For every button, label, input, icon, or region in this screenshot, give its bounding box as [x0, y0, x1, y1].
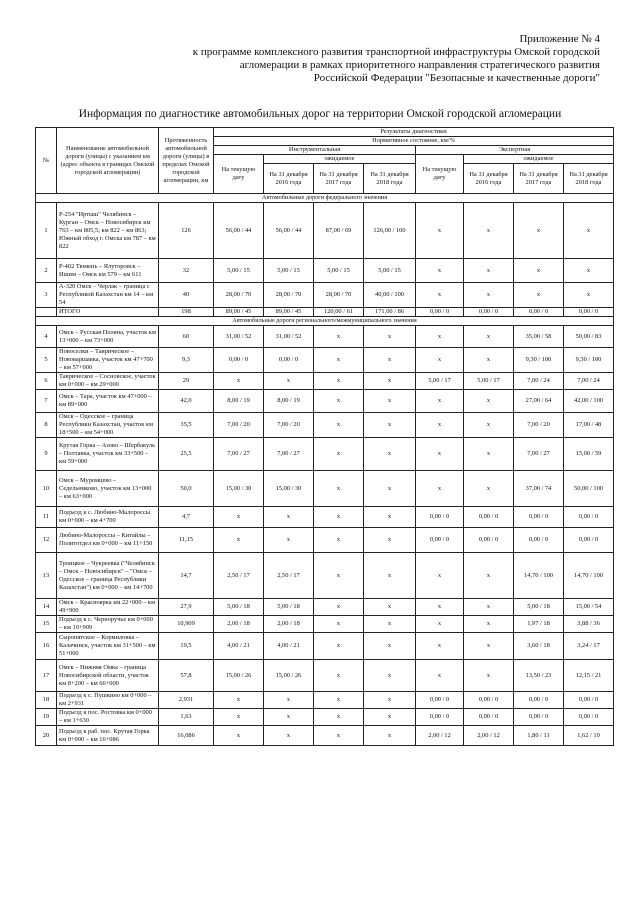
road-length: 2,931 — [159, 692, 214, 709]
value-cell: x — [314, 633, 364, 660]
road-name: Омск – Тара, участок км 47+000 – км 89+000 — [57, 390, 159, 413]
value-cell: 0,00 / 0 — [514, 308, 564, 317]
value-cell: 14,70 / 100 — [514, 553, 564, 599]
value-cell: 7,00 / 27 — [214, 438, 264, 471]
row-number: 2 — [36, 259, 57, 283]
value-cell: 0,00 / 0 — [464, 709, 514, 726]
road-name: Сыропятское – Кормиловка – Калачинск, участок км 31+500 – км 51+000 — [57, 633, 159, 660]
value-cell: 0,00 / 0 — [514, 709, 564, 726]
value-cell: x — [264, 373, 314, 390]
appendix-header — [120, 33, 600, 85]
value-cell: x — [464, 413, 514, 438]
value-cell: x — [464, 283, 514, 308]
value-cell: 31,00 / 52 — [214, 326, 264, 348]
header-instr-expected: ожидаемое — [264, 155, 416, 164]
value-cell: 0,00 / 0 — [416, 308, 464, 317]
value-cell: x — [416, 348, 464, 373]
diagnostics-table — [35, 127, 614, 746]
value-cell: 7,00 / 24 — [564, 373, 614, 390]
header-expert: Экспертная — [416, 146, 614, 155]
road-length: 50,0 — [159, 471, 214, 507]
road-name: ИТОГО — [57, 308, 159, 317]
value-cell: 56,00 / 44 — [214, 203, 264, 259]
header-exp-2016: На 31 декабря 2016 года — [464, 164, 514, 194]
road-length: 42,0 — [159, 390, 214, 413]
value-cell: x — [416, 326, 464, 348]
road-name: Р-254 "Иртыш" Челябинск – Курган – Омск – Новосибирск км 763 – км 805,5; км 822 – км 863; Южный обход г. Омска км 787 – км 822 — [57, 203, 159, 259]
table-row — [36, 553, 614, 599]
road-name: Омск – Муромцево – Седельниково, участок км 13+000 – км 63+000 — [57, 471, 159, 507]
road-name: Омск – Русская Поляна, участок км 13+000 – км 73+000 — [57, 326, 159, 348]
value-cell: x — [364, 390, 416, 413]
value-cell: x — [416, 471, 464, 507]
value-cell: 5,00 / 17 — [464, 373, 514, 390]
header-exp-current: На текущую дату — [416, 155, 464, 194]
value-cell: 120,00 / 61 — [314, 308, 364, 317]
road-length: 9,3 — [159, 348, 214, 373]
table-row — [36, 507, 614, 528]
value-cell: x — [564, 259, 614, 283]
value-cell: 0,00 / 0 — [416, 528, 464, 553]
value-cell: x — [214, 507, 264, 528]
value-cell: 0,00 / 0 — [564, 528, 614, 553]
value-cell: 8,00 / 19 — [214, 390, 264, 413]
row-number: 18 — [36, 692, 57, 709]
value-cell: 3,24 / 17 — [564, 633, 614, 660]
value-cell: 5,00 / 15 — [314, 259, 364, 283]
value-cell: x — [416, 283, 464, 308]
value-cell: 89,00 / 45 — [214, 308, 264, 317]
road-name: Омск – Нижняя Омка – граница Новосибирской области, участок км 8+200 – км 66+000 — [57, 660, 159, 692]
value-cell: 8,00 / 19 — [264, 390, 314, 413]
value-cell: x — [464, 348, 514, 373]
road-length: 11,15 — [159, 528, 214, 553]
value-cell: 7,00 / 27 — [514, 438, 564, 471]
value-cell: x — [214, 726, 264, 746]
value-cell: 0,00 / 0 — [564, 308, 614, 317]
value-cell: 1,62 / 10 — [564, 726, 614, 746]
value-cell: 3,88 / 36 — [564, 616, 614, 633]
row-number: 15 — [36, 616, 57, 633]
appendix-line: к программе комплексного развития транспортной инфраструктуры Омской городской — [192, 46, 600, 58]
value-cell: 7,00 / 20 — [514, 413, 564, 438]
header-normative: Нормативное состояние, км/% — [214, 137, 614, 146]
table-row — [36, 599, 614, 616]
value-cell: 4,00 / 21 — [264, 633, 314, 660]
row-number: 12 — [36, 528, 57, 553]
value-cell: x — [416, 633, 464, 660]
row-number: 13 — [36, 553, 57, 599]
value-cell: x — [314, 438, 364, 471]
value-cell: 31,00 / 52 — [264, 326, 314, 348]
value-cell: 42,00 / 100 — [564, 390, 614, 413]
value-cell: 15,00 / 30 — [214, 471, 264, 507]
value-cell: 28,00 / 70 — [214, 283, 264, 308]
table-body — [36, 194, 614, 746]
value-cell: x — [514, 203, 564, 259]
value-cell: 0,00 / 0 — [514, 692, 564, 709]
value-cell: 3,60 / 18 — [514, 633, 564, 660]
appendix-line: Приложение № 4 — [519, 33, 600, 45]
row-number: 7 — [36, 390, 57, 413]
value-cell: x — [514, 259, 564, 283]
value-cell: 5,00 / 15 — [214, 259, 264, 283]
road-length: 32 — [159, 259, 214, 283]
value-cell: x — [364, 599, 416, 616]
value-cell: x — [364, 660, 416, 692]
row-number: 6 — [36, 373, 57, 390]
header-instr-2016: На 31 декабря 2016 года — [264, 164, 314, 194]
value-cell: 50,00 / 83 — [564, 326, 614, 348]
value-cell: 50,00 / 100 — [564, 471, 614, 507]
value-cell: x — [464, 599, 514, 616]
value-cell: x — [464, 203, 514, 259]
table-row — [36, 348, 614, 373]
value-cell: x — [464, 553, 514, 599]
value-cell: 12,15 / 21 — [564, 660, 614, 692]
value-cell: x — [416, 259, 464, 283]
appendix-line: агломерации в рамках приоритетного направления стратегического развития — [239, 59, 600, 71]
value-cell: x — [564, 203, 614, 259]
row-number: 9 — [36, 438, 57, 471]
road-name: Троицкое – Чукреевка ("Челябинск – Омск – Новосибирск" – "Омск – Одесское – граница Республики Казахстан") км 0+000 – км 14+700 — [57, 553, 159, 599]
document-title: Информация по диагностике автомобильных дорог на территории Омской городской агломерации — [78, 108, 562, 120]
value-cell: 171,00 / 86 — [364, 308, 416, 317]
road-length: 35,5 — [159, 413, 214, 438]
section-title: Автомобильные дороги федерального значения — [36, 194, 614, 203]
value-cell: 0,00 / 0 — [416, 692, 464, 709]
header-exp-2017: На 31 декабря 2017 года — [514, 164, 564, 194]
value-cell: x — [364, 726, 416, 746]
road-length: 198 — [159, 308, 214, 317]
row-number: 8 — [36, 413, 57, 438]
value-cell: 5,00 / 15 — [364, 259, 416, 283]
value-cell: x — [264, 507, 314, 528]
value-cell: x — [416, 660, 464, 692]
value-cell: x — [514, 283, 564, 308]
value-cell: x — [364, 373, 416, 390]
value-cell: x — [314, 709, 364, 726]
road-length: 25,5 — [159, 438, 214, 471]
road-name: Подъезд к с. Любино-Малороссы км 0+000 – км 4+700 — [57, 507, 159, 528]
value-cell: 14,70 / 100 — [564, 553, 614, 599]
value-cell: 4,00 / 21 — [214, 633, 264, 660]
value-cell: 5,00 / 18 — [264, 599, 314, 616]
value-cell: x — [464, 616, 514, 633]
road-length: 10,909 — [159, 616, 214, 633]
value-cell: 0,00 / 0 — [564, 709, 614, 726]
value-cell: x — [464, 660, 514, 692]
row-number: 5 — [36, 348, 57, 373]
value-cell: 1,80 / 11 — [514, 726, 564, 746]
value-cell: 2,00 / 18 — [214, 616, 264, 633]
value-cell: x — [314, 553, 364, 599]
road-name: Омск – Красноярка км 22+000 – км 49+900 — [57, 599, 159, 616]
road-name: Новоселки – Таврическое – Нововаршавка, участок км 47+700 – км 57+000 — [57, 348, 159, 373]
table-row — [36, 616, 614, 633]
value-cell: x — [416, 390, 464, 413]
value-cell: 15,00 / 26 — [214, 660, 264, 692]
value-cell: 1,97 / 18 — [514, 616, 564, 633]
table-row — [36, 259, 614, 283]
table-row — [36, 308, 614, 317]
value-cell: 2,50 / 17 — [264, 553, 314, 599]
table-row — [36, 438, 614, 471]
value-cell: 5,00 / 18 — [214, 599, 264, 616]
header-exp-2018: На 31 декабря 2018 года — [564, 164, 614, 194]
table-row — [36, 633, 614, 660]
value-cell: 28,00 / 70 — [314, 283, 364, 308]
value-cell: x — [364, 528, 416, 553]
header-instr-current: На текущую дату — [214, 155, 264, 194]
value-cell: 9,30 / 100 — [564, 348, 614, 373]
road-length: 16,086 — [159, 726, 214, 746]
value-cell: x — [314, 599, 364, 616]
value-cell: x — [364, 471, 416, 507]
header-exp-expected: ожидаемое — [464, 155, 614, 164]
value-cell: 0,00 / 0 — [514, 528, 564, 553]
road-length: 27,9 — [159, 599, 214, 616]
value-cell: 9,30 / 100 — [514, 348, 564, 373]
value-cell: 0,00 / 0 — [464, 528, 514, 553]
value-cell: x — [364, 507, 416, 528]
row-number: 14 — [36, 599, 57, 616]
value-cell: 27,00 / 64 — [514, 390, 564, 413]
road-length: 57,8 — [159, 660, 214, 692]
value-cell: 5,00 / 18 — [514, 599, 564, 616]
value-cell: 5,00 / 15 — [264, 259, 314, 283]
row-number: 4 — [36, 326, 57, 348]
road-length: 4,7 — [159, 507, 214, 528]
road-name: Подъезд к с. Пушкино км 0+000 – км 2+931 — [57, 692, 159, 709]
value-cell: x — [464, 259, 514, 283]
row-number: 20 — [36, 726, 57, 746]
table-row — [36, 283, 614, 308]
value-cell: 2,50 / 17 — [214, 553, 264, 599]
value-cell: 0,00 / 0 — [514, 507, 564, 528]
value-cell: x — [314, 373, 364, 390]
value-cell: x — [214, 692, 264, 709]
value-cell: 37,00 / 74 — [514, 471, 564, 507]
value-cell: x — [314, 660, 364, 692]
section-row — [36, 317, 614, 326]
road-name: Любино-Малороссы – Китайлы – Политотдел км 0+000 – км 11+150 — [57, 528, 159, 553]
value-cell: x — [364, 348, 416, 373]
value-cell: 7,00 / 24 — [514, 373, 564, 390]
row-number — [36, 308, 57, 317]
road-length: 1,63 — [159, 709, 214, 726]
value-cell: x — [264, 692, 314, 709]
value-cell: 0,00 / 0 — [464, 692, 514, 709]
road-name: Крутая Горка – Азово – Шербакуль – Полтавка, участок км 33+500 – км 59+000 — [57, 438, 159, 471]
value-cell: x — [314, 528, 364, 553]
value-cell: 126,00 / 100 — [364, 203, 416, 259]
value-cell: x — [464, 326, 514, 348]
header-instrumental: Инструментальная — [214, 146, 416, 155]
road-name: А-320 Омск – Черлак – граница с Республикой Казахстан км 14 – км 54 — [57, 283, 159, 308]
value-cell: 15,00 / 30 — [264, 471, 314, 507]
value-cell: x — [464, 471, 514, 507]
value-cell: x — [364, 709, 416, 726]
value-cell: 0,00 / 0 — [564, 507, 614, 528]
value-cell: x — [314, 390, 364, 413]
road-length: 60 — [159, 326, 214, 348]
table-row — [36, 709, 614, 726]
value-cell: x — [416, 203, 464, 259]
road-name: Подъезд к раб. пос. Крутая Горка км 0+000 – км 16+086 — [57, 726, 159, 746]
value-cell: x — [214, 528, 264, 553]
table-row — [36, 390, 614, 413]
road-length: 19,5 — [159, 633, 214, 660]
value-cell: x — [264, 726, 314, 746]
value-cell: 2,00 / 12 — [416, 726, 464, 746]
row-number: 17 — [36, 660, 57, 692]
road-length: 40 — [159, 283, 214, 308]
header-instr-2018: На 31 декабря 2018 года — [364, 164, 416, 194]
value-cell: x — [416, 599, 464, 616]
value-cell: 35,00 / 58 — [514, 326, 564, 348]
value-cell: 17,00 / 48 — [564, 413, 614, 438]
value-cell: 5,00 / 17 — [416, 373, 464, 390]
header-length: Протяженность автомобильной дороги (улицы) в пределах Омской городской агломерации, км — [159, 128, 214, 194]
value-cell: 0,00 / 0 — [564, 692, 614, 709]
value-cell: x — [364, 326, 416, 348]
table-row — [36, 726, 614, 746]
header-instr-2017: На 31 декабря 2017 года — [314, 164, 364, 194]
value-cell: x — [364, 553, 416, 599]
value-cell: x — [416, 553, 464, 599]
road-name: Омск – Одесское – граница Республики Казахстан, участок км 18+500 – км 54+000 — [57, 413, 159, 438]
row-number: 16 — [36, 633, 57, 660]
value-cell: x — [264, 709, 314, 726]
table-row — [36, 660, 614, 692]
value-cell: 40,00 / 100 — [364, 283, 416, 308]
table-row — [36, 528, 614, 553]
value-cell: 0,00 / 0 — [464, 308, 514, 317]
value-cell: x — [416, 616, 464, 633]
value-cell: x — [214, 373, 264, 390]
header-results: Результаты диагностики — [214, 128, 614, 137]
value-cell: x — [264, 528, 314, 553]
value-cell: x — [464, 438, 514, 471]
value-cell: x — [314, 726, 364, 746]
value-cell: x — [314, 616, 364, 633]
header-name: Наименование автомобильной дороги (улицы) с указанием км (адрес объекта в границах Омской городской агломерации) — [57, 128, 159, 194]
road-name: Таврическое – Сосновское, участок км 0+000 – км 29+000 — [57, 373, 159, 390]
value-cell: x — [364, 413, 416, 438]
table-row — [36, 413, 614, 438]
value-cell: x — [464, 390, 514, 413]
value-cell: x — [214, 709, 264, 726]
road-length: 14,7 — [159, 553, 214, 599]
value-cell: 56,00 / 44 — [264, 203, 314, 259]
value-cell: x — [314, 413, 364, 438]
road-length: 126 — [159, 203, 214, 259]
value-cell: 0,00 / 0 — [464, 507, 514, 528]
value-cell: 0,00 / 0 — [416, 709, 464, 726]
value-cell: 15,00 / 59 — [564, 438, 614, 471]
row-number: 1 — [36, 203, 57, 259]
value-cell: 7,00 / 20 — [264, 413, 314, 438]
header-num: № — [36, 128, 57, 194]
road-name: Подъезд к с. Черноручье км 0+000 – км 10+909 — [57, 616, 159, 633]
road-name: Р-402 Тюмень – Ялуторовск – Ишим – Омск км 579 – км 611 — [57, 259, 159, 283]
value-cell: x — [364, 616, 416, 633]
value-cell: 89,00 / 45 — [264, 308, 314, 317]
value-cell: x — [464, 633, 514, 660]
value-cell: 2,00 / 18 — [264, 616, 314, 633]
road-name: Подъезд к пос. Ростовка км 0+000 – км 1+630 — [57, 709, 159, 726]
row-number: 19 — [36, 709, 57, 726]
section-row — [36, 194, 614, 203]
table-row — [36, 471, 614, 507]
value-cell: 15,00 / 26 — [264, 660, 314, 692]
value-cell: x — [416, 413, 464, 438]
value-cell: x — [314, 348, 364, 373]
value-cell: x — [314, 692, 364, 709]
value-cell: x — [364, 438, 416, 471]
table-row — [36, 373, 614, 390]
appendix-line: Российской Федерации "Безопасные и качественные дороги" — [313, 72, 600, 84]
row-number: 10 — [36, 471, 57, 507]
value-cell: 15,00 / 54 — [564, 599, 614, 616]
value-cell: 2,00 / 12 — [464, 726, 514, 746]
value-cell: 0,00 / 0 — [416, 507, 464, 528]
table-row — [36, 203, 614, 259]
section-title: Автомобильные дороги регионального/межмуниципального значения — [36, 317, 614, 326]
row-number: 3 — [36, 283, 57, 308]
value-cell: x — [564, 283, 614, 308]
value-cell: 7,00 / 20 — [214, 413, 264, 438]
value-cell: 28,00 / 70 — [264, 283, 314, 308]
value-cell: x — [314, 326, 364, 348]
value-cell: x — [416, 438, 464, 471]
value-cell: x — [314, 471, 364, 507]
value-cell: 7,00 / 27 — [264, 438, 314, 471]
value-cell: x — [364, 692, 416, 709]
table-row — [36, 692, 614, 709]
value-cell: 0,00 / 0 — [214, 348, 264, 373]
value-cell: 0,00 / 0 — [264, 348, 314, 373]
row-number: 11 — [36, 507, 57, 528]
value-cell: 13,50 / 23 — [514, 660, 564, 692]
value-cell: x — [314, 507, 364, 528]
table-row — [36, 326, 614, 348]
value-cell: x — [364, 633, 416, 660]
value-cell: 87,00 / 69 — [314, 203, 364, 259]
road-length: 29 — [159, 373, 214, 390]
